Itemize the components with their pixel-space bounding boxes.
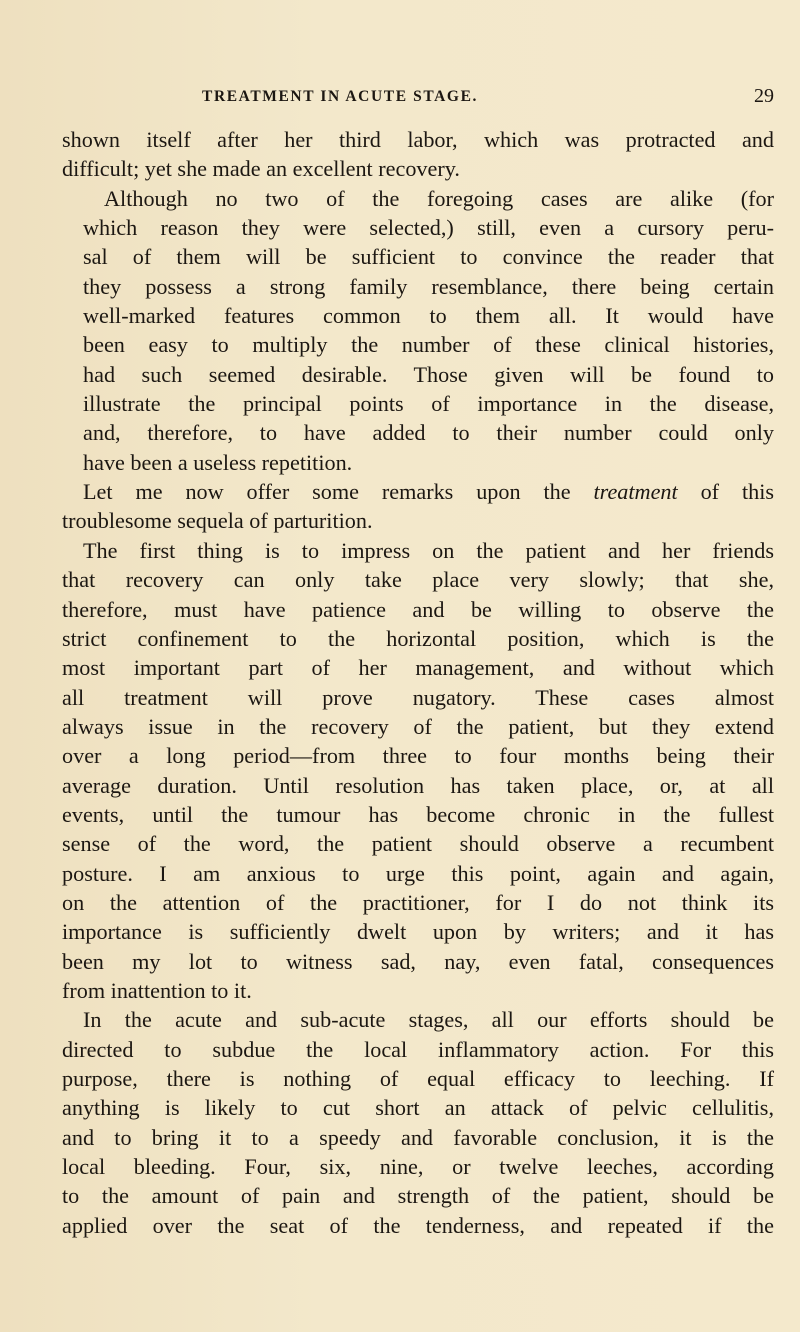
emphasis-treatment: treatment <box>593 479 678 505</box>
text-line: always issue in the recovery of the patient, but they extend <box>62 713 774 739</box>
paragraph-2 <box>62 184 774 477</box>
running-title: TREATMENT IN ACUTE STAGE. <box>202 88 478 105</box>
text-line: difficult; yet she made an excellent recovery. <box>62 156 460 182</box>
text-line: and, therefore, to have added to their number could only <box>83 420 774 446</box>
text-line: from inattention to it. <box>62 977 252 1003</box>
page-header <box>62 85 774 112</box>
text-line <box>62 477 774 506</box>
text-line: have been a useless repetition. <box>83 449 353 475</box>
text-line: In the acute and sub-acute stages, all our efforts should be <box>83 1007 774 1033</box>
paragraph-5 <box>62 1005 774 1240</box>
text-line: that recovery can only take place very slowly; that she, <box>62 567 774 593</box>
text-line: average duration. Until resolution has taken place, or, at all <box>62 772 774 798</box>
text-line: shown itself after her third labor, which was protracted and <box>62 127 774 152</box>
text-line: importance is sufficiently dwelt upon by writers; and it has <box>62 919 774 945</box>
text-line: been easy to multiply the number of these clinical histories, <box>83 332 774 358</box>
text-line: illustrate the principal points of importance in the disease, <box>83 391 774 417</box>
text-line: most important part of her management, and without which <box>62 655 774 681</box>
text-line: to the amount of pain and strength of the patient, should be <box>62 1183 774 1209</box>
text-line: strict confinement to the horizontal position, which is the <box>62 625 774 651</box>
text-line: events, until the tumour has become chronic in the fullest <box>62 801 774 827</box>
paragraph-4 <box>62 536 774 1006</box>
text-line: local bleeding. Four, six, nine, or twelve leeches, according <box>62 1154 774 1180</box>
text-line: they possess a strong family resemblance, there being certain <box>83 273 774 299</box>
text-line: Although no two of the foregoing cases are alike (for <box>104 185 774 211</box>
text-line: applied over the seat of the tenderness, and repeated if the <box>62 1212 774 1238</box>
page-number: 29 <box>754 85 774 107</box>
text-line: therefore, must have patience and be willing to observe the <box>62 596 774 622</box>
text-line: been my lot to witness sad, nay, even fatal, consequences <box>62 948 774 974</box>
text-line: anything is likely to cut short an attack of pelvic cellulitis, <box>62 1095 774 1121</box>
text-line: The first thing is to impress on the patient and her friends <box>83 537 774 563</box>
text-line: all treatment will prove nugatory. These cases almost <box>62 684 774 710</box>
text-line: directed to subdue the local inflammatory action. For this <box>62 1036 774 1062</box>
text-line: on the attention of the practitioner, for I do not think its <box>62 889 774 915</box>
text-segment: of this <box>700 479 775 505</box>
text-line: well-marked features common to them all. It would have <box>83 303 774 329</box>
paragraph-1 <box>62 125 774 184</box>
text-line: over a long period—from three to four months being their <box>62 743 774 769</box>
text-line: purpose, there is nothing of equal efficacy to leeching. If <box>62 1066 774 1091</box>
text-line: had such seemed desirable. Those given will be found to <box>83 361 774 387</box>
text-line: troublesome sequela of parturition. <box>62 508 373 534</box>
text-line: and to bring it to a speedy and favorable conclusion, it is the <box>62 1124 774 1150</box>
paragraph-3 <box>62 477 774 536</box>
text-segment: Let me now offer some remarks upon the <box>83 479 571 505</box>
text-line: sense of the word, the patient should observe a recumbent <box>62 831 774 857</box>
text-line: which reason they were selected,) still, even a cursory peru- <box>83 215 774 241</box>
text-line: sal of them will be sufficient to convince the reader that <box>83 244 774 270</box>
text-line: posture. I am anxious to urge this point, again and again, <box>62 860 774 886</box>
body-text <box>62 125 774 1240</box>
